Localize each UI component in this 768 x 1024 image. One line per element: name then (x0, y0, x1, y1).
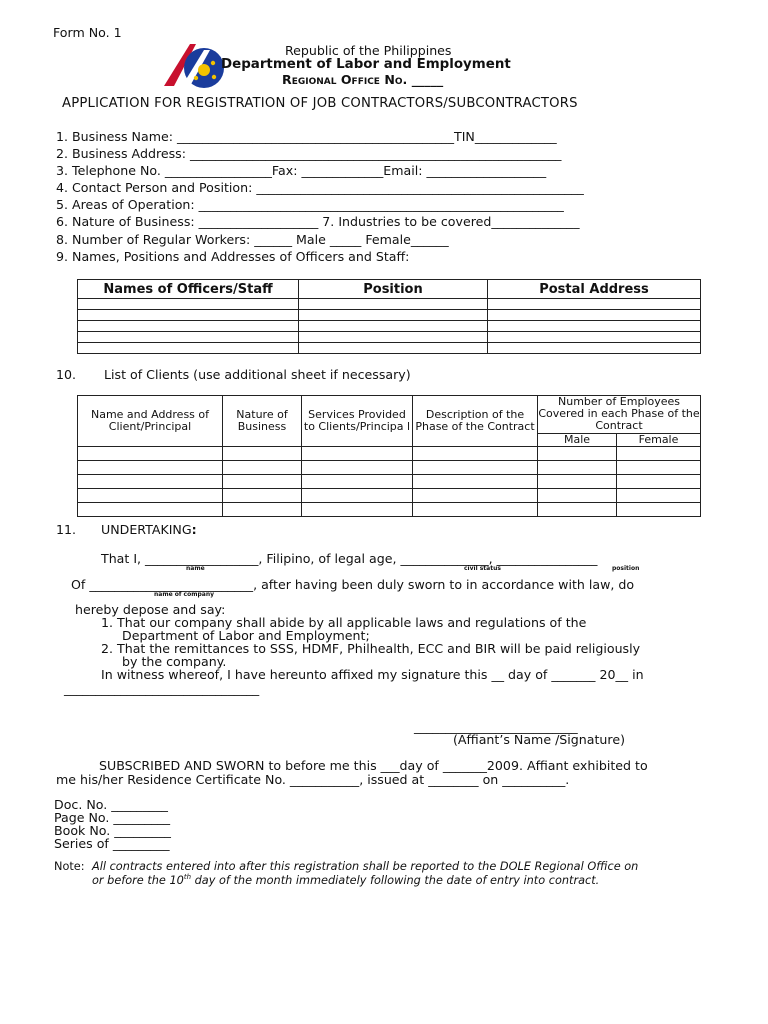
table-row (78, 461, 701, 475)
table-row (78, 299, 701, 310)
item-10-number: 10. (56, 367, 77, 382)
book-no[interactable]: Book No. _________ (54, 823, 171, 838)
clients-col-employees: Number of Employees Covered in each Phase of the Contract (538, 395, 700, 433)
table-row (78, 321, 701, 332)
seal-star (212, 75, 216, 79)
sworn-line-1[interactable]: SUBSCRIBED AND SWORN to before me this ___day of _______2009. Affiant exhibited to (99, 758, 648, 773)
clients-col-name: Name and Address of Client/Principal (78, 396, 223, 447)
clients-col-services: Services Provided to Clients/Principa l (302, 396, 413, 447)
note-label: Note: (54, 860, 85, 873)
field-areas-of-operation[interactable]: 5. Areas of Operation: __________________________________________________________ (56, 197, 564, 212)
table-row (78, 475, 701, 489)
field-business-address[interactable]: 2. Business Address: ___________________________________________________________ (56, 146, 562, 161)
signature-label: (Affiant’s Name /Signature) (453, 732, 625, 747)
field-nature-industries[interactable]: 6. Nature of Business: ___________________ 7. Industries to be covered______________ (56, 214, 580, 229)
field-business-name[interactable]: 1. Business Name: ____________________________________________TIN_____________ (56, 129, 557, 144)
label-civil-status: civil status (464, 565, 501, 572)
label-company: name of company (154, 591, 215, 598)
clients-col-description: Description of the Phase of the Contract (413, 396, 538, 447)
signature-line[interactable]: __________________________ (414, 719, 578, 734)
officers-col-address: Postal Address (488, 280, 701, 299)
officers-col-position: Position (299, 280, 488, 299)
table-row (78, 447, 701, 461)
sworn-line-2[interactable]: me his/her Residence Certificate No. ___________, issued at ________ on __________. (56, 772, 570, 787)
table-row (78, 310, 701, 321)
undertaking-line-2[interactable]: Of __________________________, after having been duly sworn to in accordance with law, do (71, 577, 635, 592)
officers-col-name: Names of Officers/Staff (78, 280, 299, 299)
witness-place[interactable]: _______________________________ (64, 681, 260, 696)
regional-office: Regional Office No. _____ (282, 72, 444, 87)
doc-no[interactable]: Doc. No. _________ (54, 797, 168, 812)
undertaking-heading: UNDERTAKING: (101, 522, 197, 537)
clients-table (77, 395, 701, 517)
table-row (78, 332, 701, 343)
page-no[interactable]: Page No. _________ (54, 810, 171, 825)
item-10-text: List of Clients (use additional sheet if necessary) (104, 367, 411, 382)
form-title: APPLICATION FOR REGISTRATION OF JOB CONTRACTORS/SUBCONTRACTORS (62, 96, 578, 111)
form-number: Form No. 1 (53, 25, 122, 40)
clients-col-nature: Nature of Business (223, 396, 302, 447)
note-line-2: or before the 10th day of the month immediately following the date of entry into contract. (92, 873, 600, 887)
field-regular-workers[interactable]: 8. Number of Regular Workers: ______ Male _____ Female______ (56, 232, 449, 247)
seal-sun (198, 64, 210, 76)
series-of[interactable]: Series of _________ (54, 836, 170, 851)
witness-line[interactable]: In witness whereof, I have hereunto affixed my signature this __ day of _______ 20__ in (101, 667, 644, 682)
pledge-2-cont: by the company. (122, 654, 227, 669)
clients-col-male: Male (538, 433, 617, 446)
undertaking-line-3: hereby depose and say: (75, 602, 226, 617)
seal-star (194, 76, 198, 80)
table-row (78, 343, 701, 354)
pledge-1-cont: Department of Labor and Employment; (122, 628, 370, 643)
field-contact-person[interactable]: 4. Contact Person and Position: ____________________________________________________ (56, 180, 584, 195)
undertaking-line-1[interactable]: That I, __________________, Filipino, of legal age, ______________, ________________ (101, 551, 598, 566)
note-line-1: All contracts entered into after this registration shall be reported to the DOLE Regional Office on (92, 860, 639, 873)
field-officers-heading: 9. Names, Positions and Addresses of Officers and Staff: (56, 249, 410, 264)
pledge-1: 1. That our company shall abide by all applicable laws and regulations of the (101, 615, 587, 630)
officers-table (77, 279, 701, 354)
label-position: position (612, 565, 640, 572)
item-11-number: 11. (56, 522, 77, 537)
label-name: name (186, 565, 205, 572)
pledge-2: 2. That the remittances to SSS, HDMF, Philhealth, ECC and BIR will be paid religiously (101, 641, 641, 656)
dole-seal-logo (160, 40, 230, 90)
republic-line: Republic of the Philippines (285, 43, 452, 58)
table-row (78, 489, 701, 503)
table-row (78, 503, 701, 517)
clients-col-female: Female (617, 433, 701, 446)
department-name: Department of Labor and Employment (221, 57, 511, 72)
field-telephone-fax-email[interactable]: 3. Telephone No. _________________Fax: _____________Email: ___________________ (56, 163, 547, 178)
seal-star (211, 61, 215, 65)
